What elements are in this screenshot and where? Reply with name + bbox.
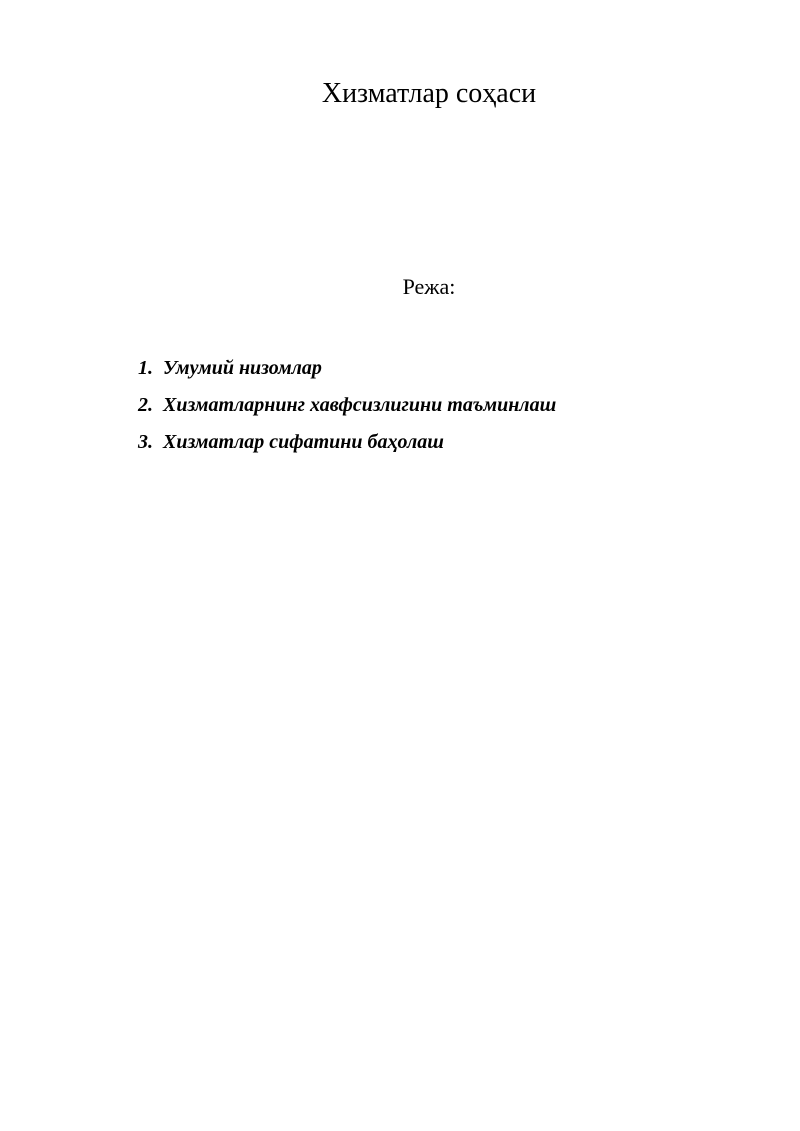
plan-item-number: 2.	[138, 394, 153, 416]
plan-item	[138, 392, 556, 429]
plan-item-number: 1.	[138, 357, 153, 379]
plan-item	[138, 429, 556, 466]
plan-item	[138, 355, 556, 392]
document-title: Хизматлар соҳаси	[321, 78, 537, 109]
plan-heading: Режа:	[402, 274, 456, 299]
plan-list	[138, 355, 556, 466]
plan-item-text: Хизматларнинг хавфсизлигини таъминлаш	[163, 394, 557, 416]
plan-item-text: Хизматлар сифатини баҳолаш	[163, 431, 444, 453]
plan-item-number: 3.	[138, 431, 153, 453]
plan-item-text: Умумий низомлар	[163, 357, 322, 379]
